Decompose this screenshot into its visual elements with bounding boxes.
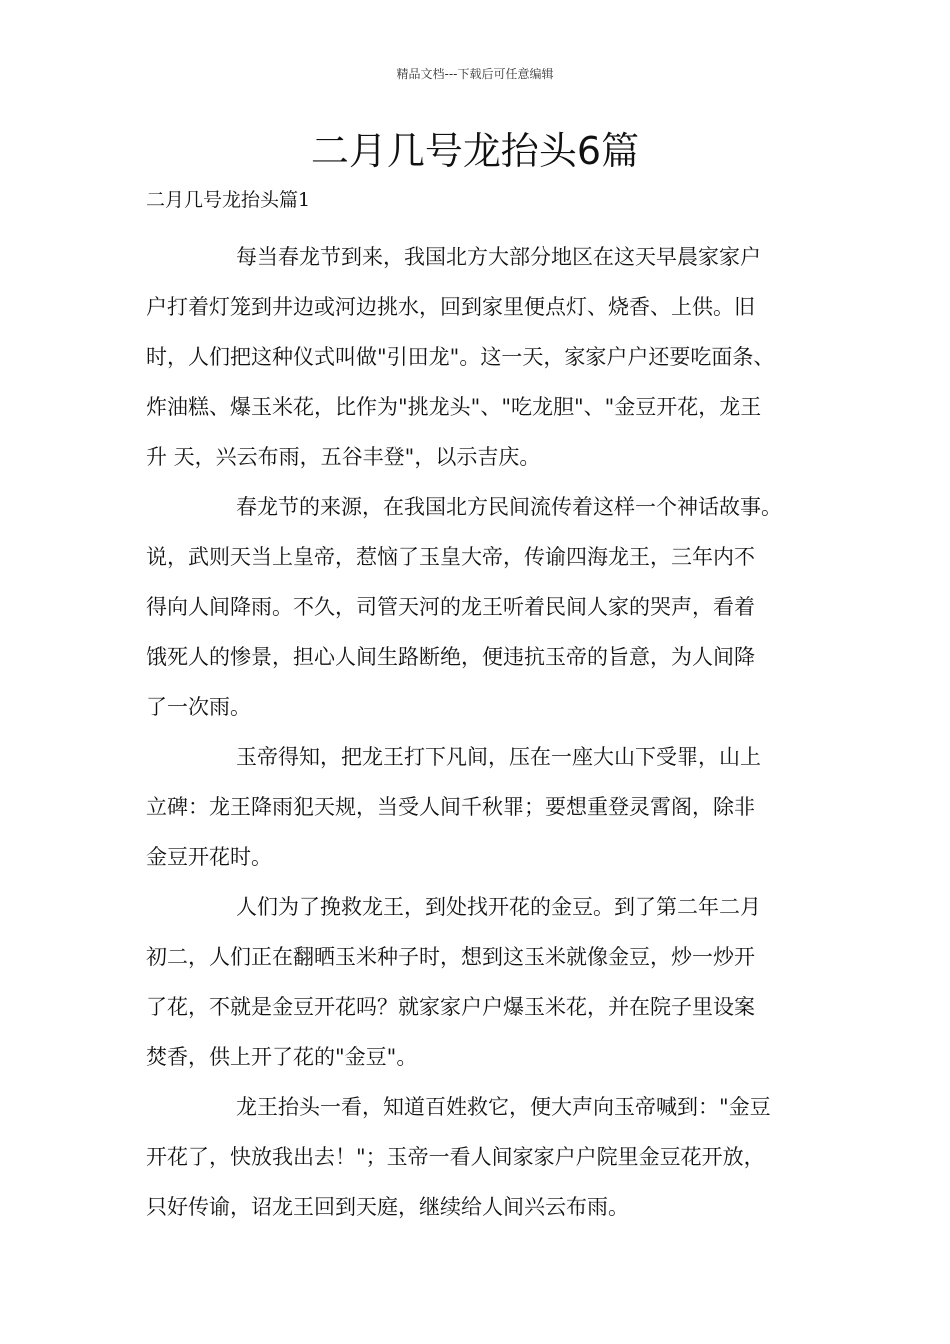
paragraph-line: 只好传谕，诏龙王回到天庭，继续给人间兴云布雨。 — [146, 1195, 629, 1219]
paragraph-line: 初二，人们正在翻晒玉米种子时，想到这玉米就像金豆，炒一炒开 — [146, 945, 755, 969]
paragraph-line: 得向人间降雨。不久，司管天河的龙王听着民间人家的哭声，看着 — [146, 595, 755, 619]
paragraph-line: 了一次雨。 — [146, 695, 251, 719]
paragraph-line: 人们为了挽救龙王，到处找开花的金豆。到了第二年二月 — [236, 895, 761, 919]
paragraph — [146, 882, 812, 1082]
paragraph-line: 焚香，供上开了花的"金豆"。 — [146, 1045, 418, 1069]
paragraph — [146, 482, 812, 732]
paragraph-line: 每当春龙节到来，我国北方大部分地区在这天早晨家家户 — [236, 245, 761, 269]
paragraph-line: 升 天，兴云布雨，五谷丰登"，以示吉庆。 — [146, 445, 541, 469]
paragraph-line: 饿死人的惨景，担心人间生路断绝，便违抗玉帝的旨意，为人间降 — [146, 645, 755, 669]
paragraph-line: 开花了，快放我出去！"；玉帝一看人间家家户户院里金豆花开放， — [146, 1145, 765, 1169]
section-heading: 二月几号龙抬头篇1 — [146, 189, 311, 211]
paragraph-line: 说，武则天当上皇帝，惹恼了玉皇大帝，传谕四海龙王，三年内不 — [146, 545, 755, 569]
paragraph-line: 炸油糕、爆玉米花，比作为"挑龙头"、"吃龙胆"、"金豆开花，龙王 — [146, 395, 762, 419]
paragraph-line: 龙王抬头一看，知道百姓救它，便大声向玉帝喊到："金豆 — [236, 1095, 771, 1119]
document-title: 二月几号龙抬头6篇 — [310, 129, 640, 173]
paragraph-line: 春龙节的来源，在我国北方民间流传着这样一个神话故事。 — [236, 495, 782, 519]
paragraph-line: 时，人们把这种仪式叫做"引田龙"。这一天，家家户户还要吃面条、 — [146, 345, 775, 369]
paragraph-line: 玉帝得知，把龙王打下凡间，压在一座大山下受罪，山上 — [236, 745, 761, 769]
body-text — [146, 232, 812, 1232]
paragraph — [146, 1082, 812, 1232]
paragraph-line: 立碑：龙王降雨犯天规，当受人间千秋罪；要想重登灵霄阁，除非 — [146, 795, 755, 819]
paragraph — [146, 732, 812, 882]
paragraph — [146, 232, 812, 482]
running-header: 精品文档---下载后可任意编辑 — [396, 67, 554, 81]
paragraph-line: 金豆开花时。 — [146, 845, 272, 869]
paragraph-line: 了花，不就是金豆开花吗？就家家户户爆玉米花，并在院子里设案 — [146, 995, 755, 1019]
paragraph-line: 户打着灯笼到井边或河边挑水，回到家里便点灯、烧香、上供。旧 — [146, 295, 755, 319]
